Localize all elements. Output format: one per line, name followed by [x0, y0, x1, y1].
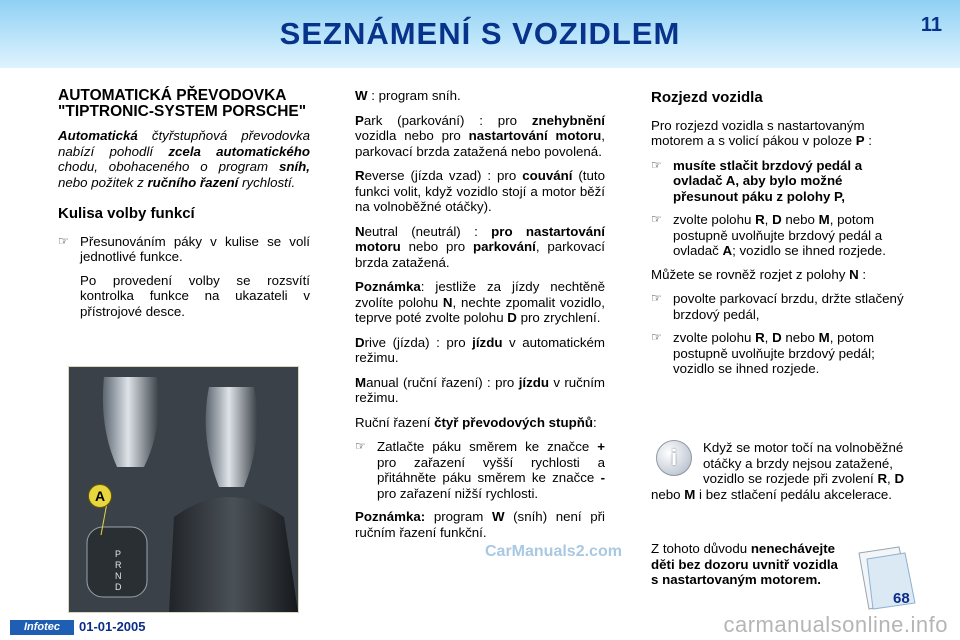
- left-column: [58, 88, 310, 328]
- mode-r: Reverse (jízda vzad) : pro couvání (tuto funkci volit, když vozidlo stojí a motor běží na volnoběžné otáčky).: [355, 168, 605, 214]
- note-n: Poznámka: jestliže za jízdy nechtěně zvolíte polohu N, nechte zpomalit vozidlo, teprve poté zvolte polohu D pro zrychlení.: [355, 279, 605, 325]
- svg-text:P: P: [115, 549, 122, 559]
- mode-m: Manual (ruční řazení) : pro jízdu v ručním režimu.: [355, 374, 605, 405]
- bullet-text: povolte parkovací brzdu, držte stlačený brzdový pedál,: [673, 291, 904, 322]
- right-column: [651, 88, 906, 385]
- bullet-start-1: [651, 158, 906, 205]
- bullet-text: Přesunováním páky v kulise se volí jednotlivé funkce.: [80, 233, 310, 264]
- info-note: [651, 440, 907, 502]
- svg-text:D: D: [115, 582, 122, 592]
- page-title: SEZNÁMENÍ S VOZIDLEM: [279, 16, 681, 51]
- intro-paragraph: Automatická čtyřstupňová převodovka nabízí pohodlí zcela automatického chodu, obohaceného o program sníh, nebo požitek z ručního řazení rychlostí.: [58, 128, 310, 190]
- bullet-start-3: [651, 291, 906, 322]
- manual-shift-heading: Ruční řazení čtyř převodových stupňů:: [355, 414, 597, 430]
- start-alt-intro: Můžete se rovněž rozjet z polohy N :: [651, 266, 867, 282]
- subheading-selector: Kulisa volby funkcí: [58, 205, 195, 222]
- watermark: CarManuals2.com: [485, 543, 622, 560]
- svg-text:R: R: [115, 560, 122, 570]
- page-number: 11: [920, 14, 942, 36]
- middle-column: [355, 88, 605, 549]
- svg-text:N: N: [115, 571, 122, 581]
- bullet-start-2: [651, 212, 906, 259]
- bullet-start-4: [651, 330, 906, 377]
- pointing-hand-icon: ☞: [58, 233, 69, 248]
- info-icon: i: [656, 440, 692, 476]
- callout-a-marker: A: [88, 484, 112, 508]
- note-snow: Poznámka: program W (sníh) není při ručním řazení funkční.: [355, 509, 606, 540]
- mode-w: W : program sníh.: [355, 88, 461, 103]
- mode-n: Neutral (neutrál) : pro nastartování motoru nebo pro parkování, parkovací brzda zatažená.: [355, 223, 605, 270]
- warning-text: Z tohoto důvodu nenechávejte děti bez dozoru uvnitř vozidla s nastartovaným motorem.: [651, 541, 838, 587]
- pointing-hand-icon: ☞: [651, 157, 662, 172]
- info-note-text: Když se motor točí na volnoběžné otáčky a brzdy nejsou zatažené, vozidlo se rozjede při zvolení R, D nebo M i bez stlačení pedálu akcelerace.: [651, 440, 905, 502]
- infotec-logo: Infotec: [10, 620, 74, 635]
- bullet-text: musíte stlačit brzdový pedál a ovladač A, aby bylo možné přesunout páku z polohy P,: [673, 157, 863, 204]
- bullet-text: Zatlačte páku směrem ke značce + pro zařazení vyšší rychlosti a přitáhněte páku směrem ke značce - pro zařazení nižší rychlosti.: [377, 439, 605, 501]
- start-intro: Pro rozjezd vozidla s nastartovaným motorem a s volicí pákou v poloze P :: [651, 117, 872, 148]
- bullet-manual-shift: [355, 439, 605, 501]
- pointing-hand-icon: ☞: [651, 330, 662, 344]
- bullet-selector: [58, 234, 310, 265]
- section-heading-transmission: AUTOMATICKÁ PŘEVODOVKA "TIPTRONIC-SYSTEM PORSCHE": [58, 87, 307, 120]
- book-page-number: 68: [893, 590, 910, 607]
- book-icon: [853, 545, 919, 611]
- subheading-start: Rozjezd vozidla: [651, 89, 763, 106]
- bullet-continuation: Po provedení volby se rozsvítí kontrolka funkce na ukazateli v přístrojové desce.: [80, 272, 310, 319]
- page-header: [0, 0, 960, 68]
- pointing-hand-icon: ☞: [651, 291, 662, 305]
- bullet-text: zvolte polohu R, D nebo M, potom postupně uvolňujte brzdový pedál; vozidlo se ihned rozjede.: [673, 330, 875, 376]
- mode-d: Drive (jízda) : pro jízdu v automatickém režimu.: [355, 334, 605, 365]
- pointing-hand-icon: ☞: [355, 439, 366, 453]
- site-watermark: carmanualsonline.info: [723, 612, 948, 637]
- edition-date: 01-01-2005: [79, 619, 146, 634]
- bullet-text: zvolte polohu R, D nebo M, potom postupně uvolňujte brzdový pedál a ovladač A; vozidlo se ihned rozjede.: [673, 212, 886, 258]
- mode-p: Park (parkování) : pro znehybnění vozidla nebo pro nastartování motoru, parkovací brzda zatažená nebo povolená.: [355, 112, 605, 159]
- pointing-hand-icon: ☞: [651, 212, 662, 226]
